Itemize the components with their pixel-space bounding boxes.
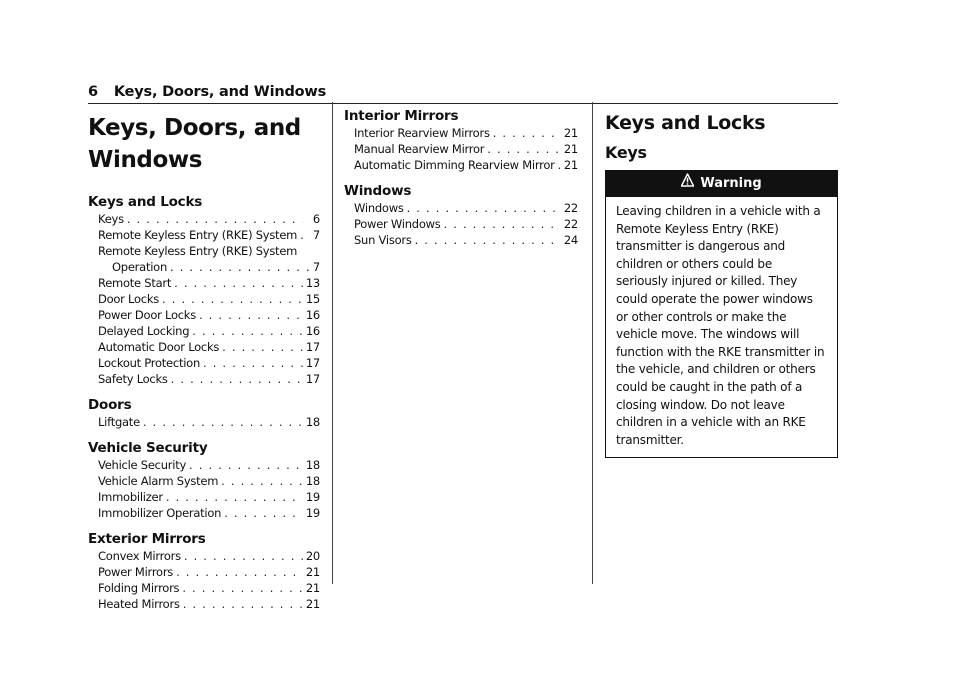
toc-entry[interactable]: Door Locks . . . 15 [88, 291, 320, 307]
toc-section-heading: Exterior Mirrors [88, 531, 206, 547]
subsection-title: Keys [605, 143, 647, 162]
toc-entry[interactable]: Safety Locks . . . 17 [88, 371, 320, 387]
column-divider [332, 102, 333, 584]
toc-entry[interactable]: Remote Start . . . 13 [88, 275, 320, 291]
warning-label: Warning [700, 176, 762, 191]
section-title: Keys and Locks [605, 112, 766, 134]
toc-entry[interactable]: Sun Visors . . . 24 [344, 232, 578, 248]
page-number: 6 [88, 84, 98, 100]
chapter-title: Keys, Doors, and Windows [88, 115, 301, 173]
toc-entry[interactable]: Lockout Protection . . . 17 [88, 355, 320, 371]
content-column [605, 108, 838, 458]
toc-column-2 [344, 108, 578, 248]
toc-entry[interactable]: Vehicle Security . . . 18 [88, 457, 320, 473]
toc-entry[interactable]: Power Door Locks . . . 16 [88, 307, 320, 323]
toc-entry[interactable]: Automatic Door Locks . . . 17 [88, 339, 320, 355]
toc-entry[interactable]: Automatic Dimming Rearview Mirror . . . 21 [344, 157, 578, 173]
toc-section-heading: Interior Mirrors [344, 108, 459, 124]
toc-entry[interactable]: Heated Mirrors . . . 21 [88, 596, 320, 612]
toc-entry[interactable]: Manual Rearview Mirror . . . 21 [344, 141, 578, 157]
toc-entry[interactable]: Immobilizer Operation . . . 19 [88, 505, 320, 521]
toc-entry[interactable]: Windows . . . 22 [344, 200, 578, 216]
toc-section-heading: Windows [344, 183, 412, 199]
toc-column-1 [88, 108, 320, 612]
toc-entry[interactable]: Remote Keyless Entry (RKE) System . . . 7 [88, 227, 320, 243]
toc-section-heading: Vehicle Security [88, 440, 208, 456]
page-header [88, 82, 838, 104]
toc-entry[interactable]: Power Windows . . . 22 [344, 216, 578, 232]
toc-entry[interactable]: Keys . . . 6 [88, 211, 320, 227]
warning-box [605, 170, 838, 458]
toc-entry[interactable]: Power Mirrors . . . 21 [88, 564, 320, 580]
warning-triangle-icon [681, 171, 694, 197]
toc-entry[interactable]: Convex Mirrors . . . 20 [88, 548, 320, 564]
toc-section-heading: Keys and Locks [88, 194, 203, 210]
toc-entry[interactable]: Interior Rearview Mirrors . . . 21 [344, 125, 578, 141]
warning-header [606, 171, 837, 197]
toc-entry[interactable]: Liftgate . . . 18 [88, 414, 320, 430]
header-title: Keys, Doors, and Windows [113, 84, 327, 100]
column-divider [592, 102, 593, 584]
toc-entry[interactable]: Delayed Locking . . . 16 [88, 323, 320, 339]
toc-entry[interactable]: Immobilizer . . . 19 [88, 489, 320, 505]
toc-entry[interactable]: Folding Mirrors . . . 21 [88, 580, 320, 596]
warning-text: Leaving children in a vehicle with a Remote Keyless Entry (RKE) transmitter is dangerous and children or others could be seriously injured or killed. They could operate the power windows or other controls or make the vehicle move. The windows will function with the RKE transmitter in the vehicle, and children or others could be caught in the path of a closing window. Do not leave children in a vehicle with an RKE transmitter. [616, 204, 825, 447]
toc-entry[interactable]: Remote Keyless Entry (RKE) System Operation . . . 7 [88, 243, 320, 275]
toc-section-heading: Doors [88, 397, 132, 413]
toc-entry[interactable]: Vehicle Alarm System . . . 18 [88, 473, 320, 489]
